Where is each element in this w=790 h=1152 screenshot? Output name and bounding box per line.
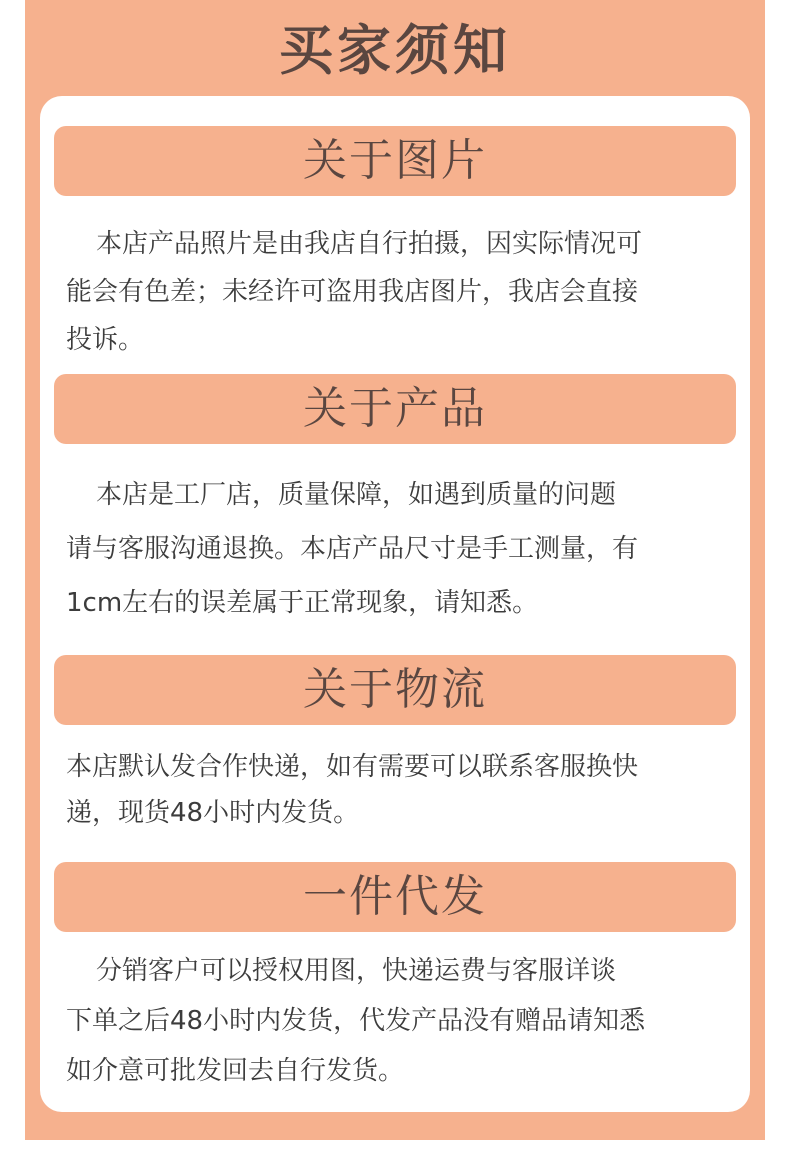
section-header-products (54, 374, 736, 444)
body-line: 投诉。 (66, 325, 145, 355)
body-line: 下单之后48小时内发货，代发产品没有赠品请知悉 (66, 1006, 646, 1036)
section-body-images (66, 220, 730, 364)
body-line: 请与客服沟通退换。本店产品尺寸是手工测量，有 (66, 534, 639, 564)
section-title: 关于图片 (303, 135, 487, 186)
body-line: 分销客户可以授权用图，快递运费与客服详谈 (96, 956, 617, 986)
section-body-dropship (66, 946, 730, 1096)
body-line: 本店产品照片是由我店自行拍摄，因实际情况可 (96, 229, 643, 259)
section-body-products (66, 468, 730, 630)
section-header-images (54, 126, 736, 196)
section-title: 关于产品 (303, 383, 487, 434)
page-title: 买家须知 (279, 19, 511, 82)
section-title: 关于物流 (303, 664, 487, 715)
body-line: 本店默认发合作快递，如有需要可以联系客服换快 (66, 752, 639, 782)
section-title: 一件代发 (303, 871, 487, 922)
section-header-dropship (54, 862, 736, 932)
body-line: 能会有色差；未经许可盗用我店图片，我店会直接 (66, 277, 639, 307)
body-line: 1cm左右的误差属于正常现象，请知悉。 (66, 588, 539, 618)
section-header-logistics (54, 655, 736, 725)
section-body-logistics (66, 744, 730, 836)
body-line: 递，现货48小时内发货。 (66, 798, 360, 828)
body-line: 如介意可批发回去自行发货。 (66, 1056, 405, 1086)
body-line: 本店是工厂店，质量保障，如遇到质量的问题 (96, 480, 617, 510)
